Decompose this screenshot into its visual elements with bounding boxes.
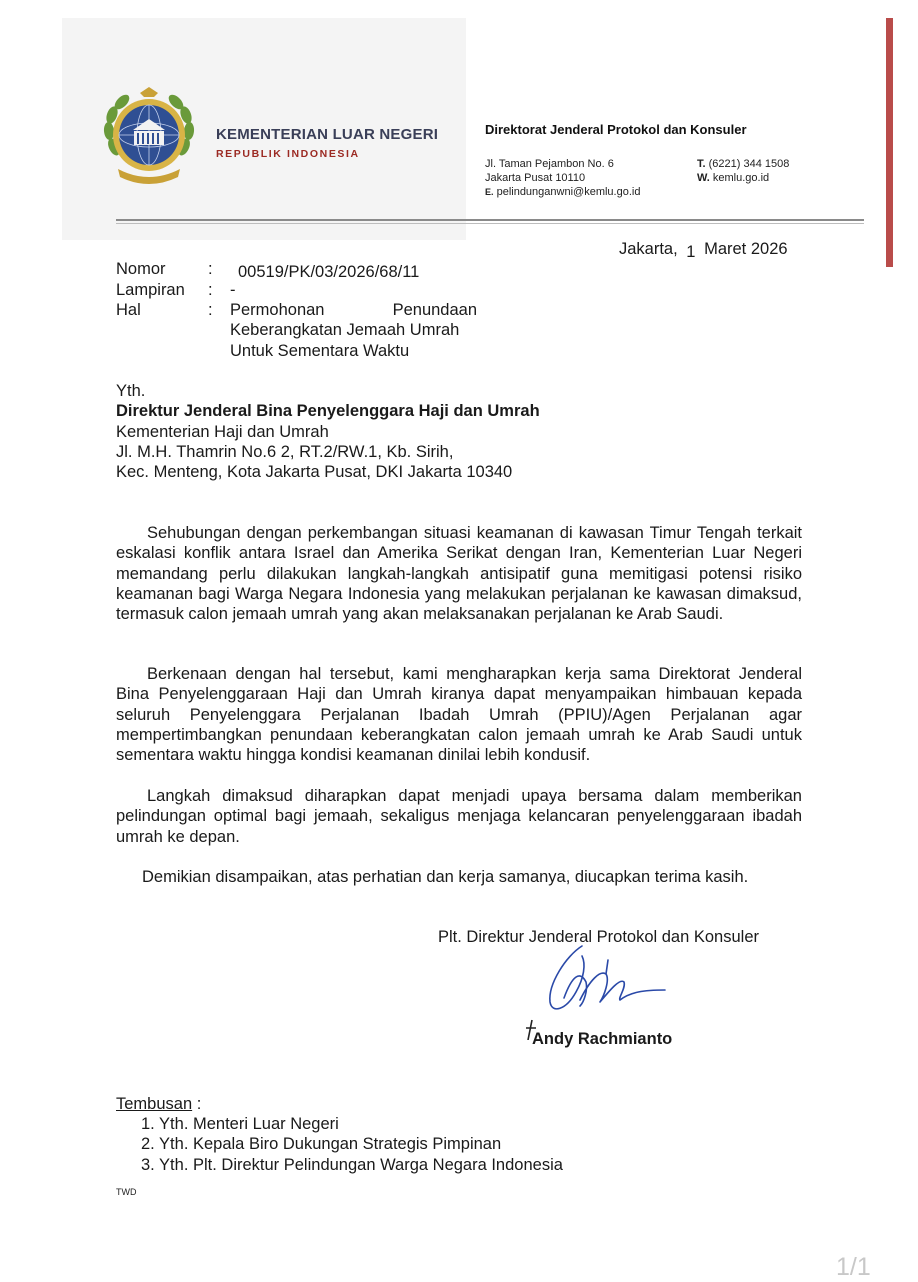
nomor-value: 00519/PK/03/2026/68/11 <box>238 263 420 281</box>
letter-date <box>619 239 788 259</box>
header-divider <box>116 219 864 221</box>
date-city: Jakarta, <box>619 240 678 258</box>
letterhead-address <box>485 157 640 199</box>
tembusan-heading <box>116 1094 201 1114</box>
page-indicator: 1/1 <box>836 1253 871 1281</box>
web-line <box>697 171 789 185</box>
letterhead-contact <box>697 157 789 185</box>
signatory-name: Andy Rachmianto <box>532 1030 673 1048</box>
nomor-label: Nomor <box>116 260 166 278</box>
body-paragraph-3: Langkah dimaksud diharapkan dapat menjadi upaya bersama dalam memberikan pelindungan optimal bagi jemaah, sekaligus menjaga kelancaran penyelenggaraan ibadah umrah ke depan. <box>116 787 802 846</box>
email-value: pelindunganwni@kemlu.go.id <box>496 186 641 198</box>
email-label: E. <box>485 187 494 197</box>
ministry-name: KEMENTERIAN LUAR NEGERI <box>216 126 439 143</box>
web-label: W. <box>697 172 710 184</box>
hal-line-3: Untuk Sementara Waktu <box>230 342 410 360</box>
recipient-name: Direktur Jenderal Bina Penyelenggara Haji dan Umrah <box>116 402 540 421</box>
body-paragraph-1: Sehubungan dengan perkembangan situasi keamanan di kawasan Timur Tengah terkait eskalasi konflik antara Israel dan Amerika Serikat dengan Iran, Kementerian Luar Negeri memandang perlu dilakukan langkah-langkah antisipatif guna memitigasi potensi risiko keamanan bagi Warga Negara Indonesia yang melakukan perjalanan ke kawasan dimaksud, termasuk calon jemaah umrah yang akan melaksanakan perjalanan ke Arab Saudi. <box>116 524 802 624</box>
body-paragraph-2: Berkenaan dengan hal tersebut, kami mengharapkan kerja sama Direktorat Jenderal Bina Penyelenggaraan Haji dan Umrah kiranya dapat menyampaikan himbauan kepada seluruh Penyelenggara Perjalanan Ibadah Umrah (PPIU)/Agen Perjalanan agar mempertimbangkan penundaan keberangkatan calon jemaah umrah ke Arab Saudi untuk sementara waktu hingga kondisi keamanan dinilai lebih kondusif. <box>116 665 802 765</box>
recipient-address-line-1: Jl. M.H. Thamrin No.6 2, RT.2/RW.1, Kb. Sirih, <box>116 442 454 461</box>
recipient-salutation: Yth. <box>116 382 146 400</box>
tembusan-item: 3. Yth. Plt. Direktur Pelindungan Warga Negara Indonesia <box>141 1155 563 1174</box>
republic-name: REPUBLIK INDONESIA <box>216 148 360 160</box>
accent-bar <box>886 18 893 267</box>
hal-line-1: Permohonan Penundaan <box>230 301 477 319</box>
recipient-institution: Kementerian Haji dan Umrah <box>116 422 329 441</box>
date-month-year: Maret 2026 <box>704 240 788 258</box>
header-divider-thin <box>116 223 864 224</box>
address-line-2: Jakarta Pusat 10110 <box>485 172 586 184</box>
lampiran-label: Lampiran <box>116 281 185 299</box>
address-line-1: Jl. Taman Pejambon No. 6 <box>485 158 614 170</box>
hal-line-2: Keberangkatan Jemaah Umrah <box>230 321 460 339</box>
tembusan-list <box>141 1114 563 1175</box>
tembusan-colon: : <box>192 1095 202 1113</box>
signatory-title: Plt. Direktur Jenderal Protokol dan Konsuler <box>438 928 759 946</box>
body-paragraph-closing: Demikian disampaikan, atas perhatian dan kerja samanya, diucapkan terima kasih. <box>142 868 749 886</box>
tembusan-label: Tembusan <box>116 1095 193 1113</box>
lampiran-value: - <box>230 281 236 299</box>
directorate-title: Direktorat Jenderal Protokol dan Konsuler <box>485 122 747 137</box>
hal-label: Hal <box>116 301 141 319</box>
phone-value: (6221) 344 1508 <box>708 158 790 170</box>
phone-line <box>697 157 789 171</box>
date-day: 1 <box>686 243 696 261</box>
drafter-initials: TWD <box>116 1187 137 1197</box>
phone-label: T. <box>697 158 706 170</box>
handwritten-signature <box>520 940 675 1040</box>
ministry-emblem-logo <box>100 85 198 190</box>
lampiran-colon: : <box>208 281 213 299</box>
recipient-block <box>116 381 540 482</box>
web-value: kemlu.go.id <box>712 172 770 184</box>
tembusan-item: 1. Yth. Menteri Luar Negeri <box>141 1115 339 1133</box>
recipient-address-line-2: Kec. Menteng, Kota Jakarta Pusat, DKI Jakarta 10340 <box>116 463 513 482</box>
hal-colon: : <box>208 301 213 319</box>
email-line <box>485 185 640 199</box>
tembusan-item: 2. Yth. Kepala Biro Dukungan Strategis Pimpinan <box>141 1135 502 1154</box>
nomor-colon: : <box>208 260 213 278</box>
